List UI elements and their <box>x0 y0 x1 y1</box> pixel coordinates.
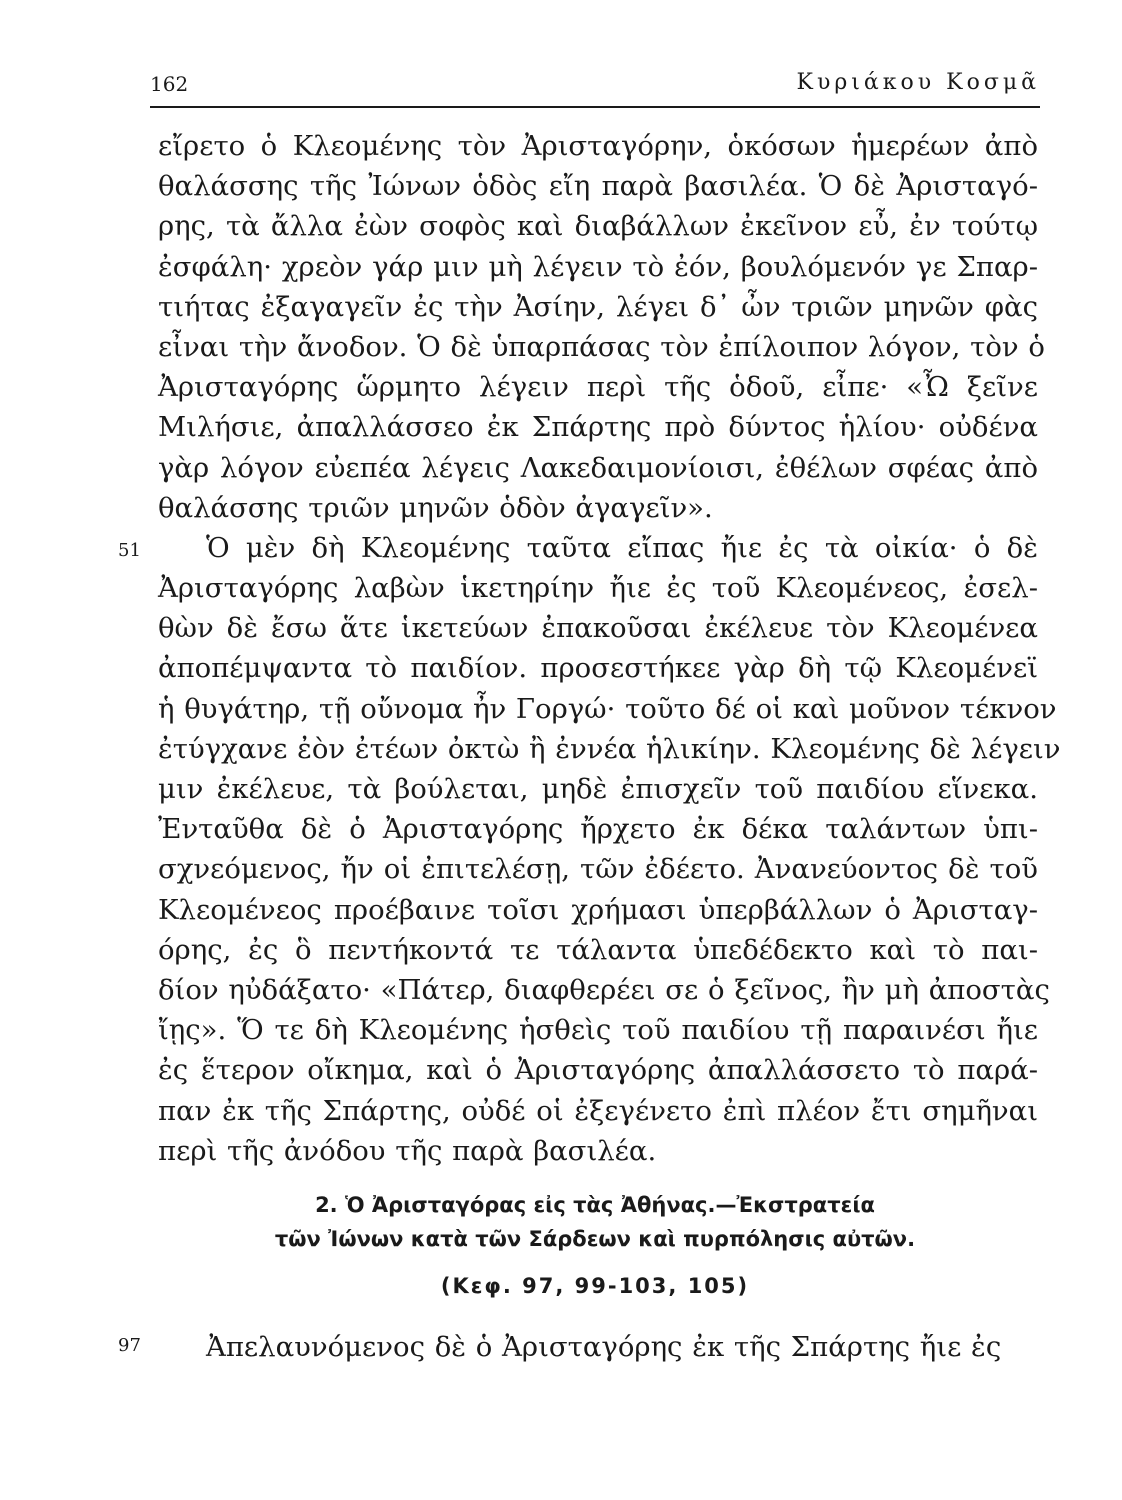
paragraph-1 <box>158 126 1045 528</box>
text-line: γὰρ λόγον εὐεπέα λέγεις Λακεδαιμονίοισι, ἐθέλων σφέας ἀπὸ <box>158 451 1038 484</box>
running-head: Κυριάκου Κοσμᾶ <box>796 70 1040 95</box>
text-line: θαλάσσης τριῶν μηνῶν ὁδὸν ἀγαγεῖν». <box>158 491 713 524</box>
margin-section-number-97: 97 <box>118 1335 141 1356</box>
text-line: τιήτας ἐξαγαγεῖν ἐς τὴν Ἀσίην, λέγει δ᾽ ὦν τριῶν μηνῶν φὰς <box>158 290 1038 323</box>
paragraph-2 <box>158 528 1061 1171</box>
section-heading-line-1: 2. Ὁ Ἀρισταγόρας εἰς τὰς Ἀθήνας.—Ἐκστρατεία <box>315 1193 875 1217</box>
text-line: ρης, τὰ ἄλλα ἐὼν σοφὸς καὶ διαβάλλων ἐκεῖνον εὖ, ἐν τούτῳ <box>158 210 1038 243</box>
text-line: ἐσφάλη· χρεὸν γάρ μιν μὴ λέγειν τὸ ἐόν, βουλόμενόν γε Σπαρ- <box>158 250 1038 283</box>
section-heading <box>150 1188 1040 1256</box>
text-line: ἐς ἕτερον οἴκημα, καὶ ὁ Ἀρισταγόρης ἀπαλλάσσετο τὸ παρά- <box>158 1054 1038 1087</box>
chapter-reference: (Κεφ. 97, 99-103, 105) <box>440 1274 750 1298</box>
text-line: Μιλήσιε, ἀπαλλάσσεο ἐκ Σπάρτης πρὸ δύντος ἡλίου· οὐδένα <box>158 411 1038 444</box>
text-line: Ἐνταῦθα δὲ ὁ Ἀρισταγόρης ἤρχετο ἐκ δέκα ταλάντων ὑπι- <box>158 813 1038 846</box>
text-line: εἴρετο ὁ Κλεομένης τὸν Ἀρισταγόρην, ὁκόσων ἡμερέων ἀπὸ <box>158 130 1038 162</box>
page-header <box>150 70 1040 108</box>
text-line: Κλεομένεος προέβαινε τοῖσι χρήμασι ὑπερβάλλων ὁ Ἀρισταγ- <box>158 893 1038 926</box>
paragraph-3 <box>158 1327 1038 1367</box>
text-line: σχνεόμενος, ἤν οἱ ἐπιτελέσῃ, τῶν ἐδέετο. Ἀνανεύοντος δὲ τοῦ <box>158 853 1038 886</box>
text-line: εἶναι τὴν ἄνοδον. Ὁ δὲ ὑπαρπάσας τὸν ἐπίλοιπον λόγον, τὸν ὁ <box>158 330 1045 363</box>
text-line: θὼν δὲ ἔσω ἅτε ἱκετεύων ἐπακοῦσαι ἐκέλευε τὸν Κλεομένεα <box>158 612 1038 645</box>
margin-section-number-51: 51 <box>118 540 141 561</box>
page-number: 162 <box>150 72 189 96</box>
section-heading-line-2: τῶν Ἰώνων κατὰ τῶν Σάρδεων καὶ πυρπόλησις αὐτῶν. <box>274 1227 916 1251</box>
text-line: ἐτύγχανε ἐὸν ἐτέων ὀκτὼ ἢ ἐννέα ἡλικίην. Κλεομένης δὲ λέγειν <box>158 732 1061 765</box>
text-line: δίον ηὐδάξατο· «Πάτερ, διαφθερέει σε ὁ ξεῖνος, ἢν μὴ ἀποστὰς <box>158 973 1050 1006</box>
text-line: ἴῃς». Ὅ τε δὴ Κλεομένης ἡσθεὶς τοῦ παιδίου τῇ παραινέσι ἤιε <box>158 1014 1038 1047</box>
text-line: όρης, ἐς ὃ πεντήκοντά τε τάλαντα ὑπεδέδεκτο καὶ τὸ παι- <box>158 933 1038 966</box>
text-line: περὶ τῆς ἀνόδου τῆς παρὰ βασιλέα. <box>158 1134 657 1167</box>
text-line: Ὁ μὲν δὴ Κλεομένης ταῦτα εἴπας ἤιε ἐς τὰ οἰκία· ὁ δὲ <box>206 531 1038 564</box>
text-line: παν ἐκ τῆς Σπάρτης, οὐδέ οἱ ἐξεγένετο ἐπὶ πλέον ἔτι σημῆναι <box>158 1094 1038 1127</box>
text-line: μιν ἐκέλευε, τὰ βούλεται, μηδὲ ἐπισχεῖν τοῦ παιδίου εἵνεκα. <box>158 773 1038 805</box>
text-line: Ἀρισταγόρης ὥρμητο λέγειν περὶ τῆς ὁδοῦ, εἶπε· «Ὦ ξεῖνε <box>158 371 1038 404</box>
text-line: θαλάσσης τῆς Ἰώνων ὁδὸς εἴη παρὰ βασιλέα. Ὁ δὲ Ἀρισταγό- <box>158 170 1038 203</box>
text-line: Ἀπελαυνόμενος δὲ ὁ Ἀρισταγόρης ἐκ τῆς Σπάρτης ἤιε ἐς <box>206 1331 1002 1363</box>
text-line: ἡ θυγάτηρ, τῇ οὔνομα ἦν Γοργώ· τοῦτο δέ οἱ καὶ μοῦνον τέκνον <box>158 692 1057 725</box>
text-line: ἀποπέμψαντα τὸ παιδίον. προσεστήκεε γὰρ δὴ τῷ Κλεομένεϊ <box>158 652 1038 685</box>
text-line: Ἀρισταγόρης λαβὼν ἱκετηρίην ἤιε ἐς τοῦ Κλεομένεος, ἐσελ- <box>158 572 1038 605</box>
body-text <box>158 126 1061 1171</box>
